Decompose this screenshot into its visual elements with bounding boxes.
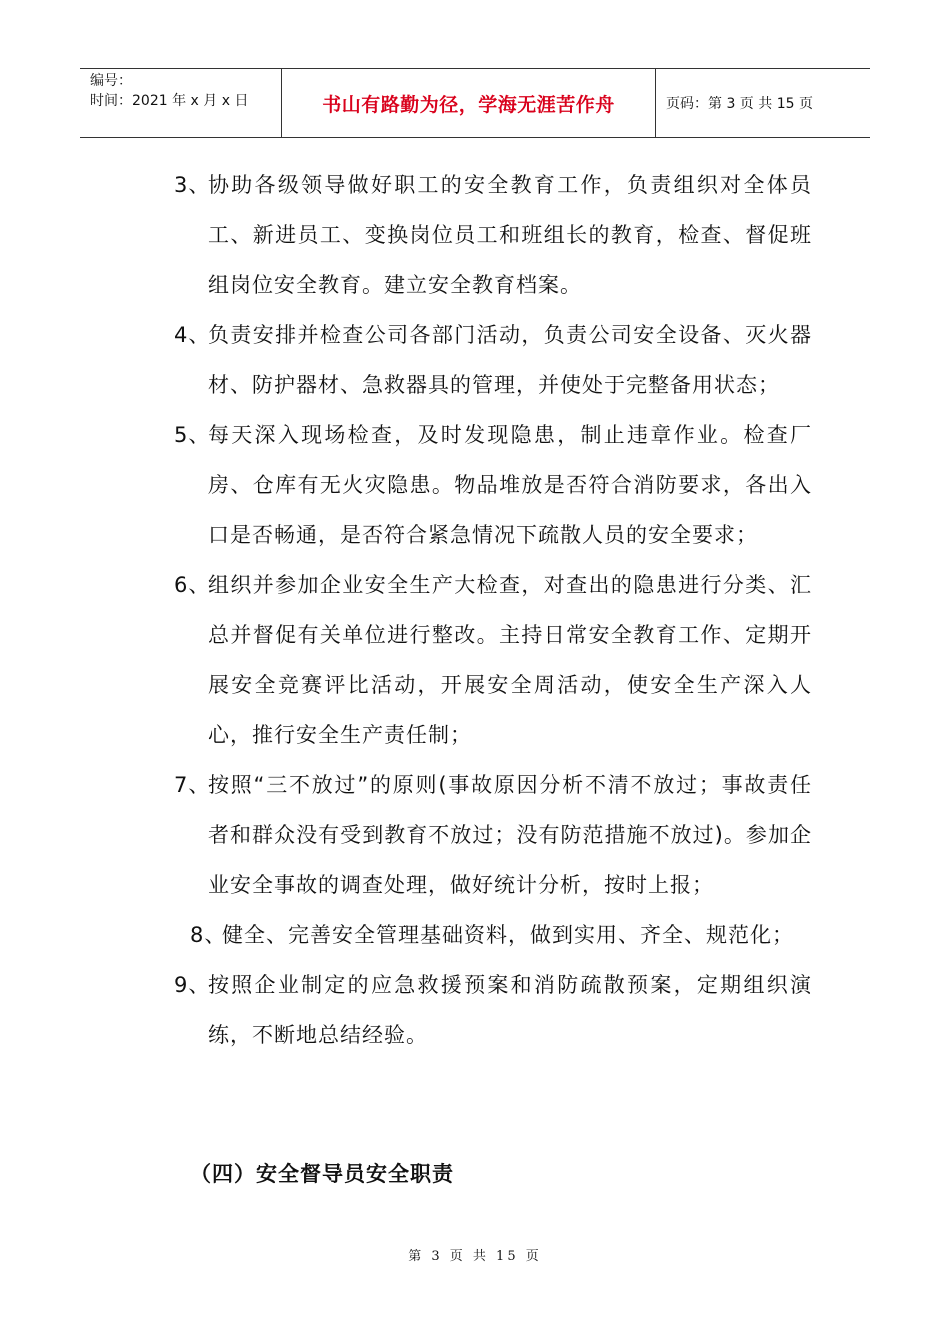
list-item: [0, 160, 950, 310]
list-item-number: 4、: [174, 323, 211, 347]
list-item-text: 健全、完善安全管理基础资料，做到实用、齐全、规范化；: [222, 923, 794, 947]
list-item-number: 5、: [174, 423, 211, 447]
list-item-text: 协助各级领导做好职工的安全教育工作，负责组织对全体员工、新进员工、变换岗位员工和班组长的教育，检查、督促班组岗位安全教育。建立安全教育档案。: [208, 173, 812, 297]
header-page-cell: [656, 69, 870, 137]
list-item-text: 每天深入现场检查，及时发现隐患，制止违章作业。检查厂房、仓库有无火灾隐患。物品堆放是否符合消防要求，各出入口是否畅通，是否符合紧急情况下疏散人员的安全要求；: [208, 423, 812, 547]
list-item: [0, 310, 950, 410]
header-meta-cell: [80, 69, 282, 137]
list-item-number: 9、: [174, 973, 211, 997]
list-item-number: 8、: [190, 923, 227, 947]
document-header: [80, 68, 870, 138]
list-item: [0, 760, 950, 910]
section-heading: （四）安全督导员安全职责: [190, 1162, 454, 1186]
list-item-text: 组织并参加企业安全生产大检查，对查出的隐患进行分类、汇总并督促有关单位进行整改。主持日常安全教育工作、定期开展安全竞赛评比活动，开展安全周活动，使安全生产深入人心，推行安全生产责任制；: [208, 573, 812, 747]
header-motto-cell: [282, 69, 656, 137]
list-item-text: 按照“三不放过”的原则(事故原因分析不清不放过；事故责任者和群众没有受到教育不放过；没有防范措施不放过)。参加企业安全事故的调查处理，做好统计分析，按时上报；: [208, 773, 812, 897]
list-item-text: 负责安排并检查公司各部门活动，负责公司安全设备、灭火器材、防护器材、急救器具的管理，并使处于完整备用状态；: [208, 323, 812, 397]
list-item: [0, 410, 950, 560]
document-body: [0, 160, 950, 1060]
list-item-number: 7、: [174, 773, 211, 797]
header-page-info: 页码：第 3 页 共 15 页: [666, 96, 813, 112]
list-item-text: 按照企业制定的应急救援预案和消防疏散预案，定期组织演练，不断地总结经验。: [208, 973, 812, 1047]
list-item: [0, 560, 950, 760]
header-motto: 书山有路勤为径，学海无涯苦作舟: [322, 93, 615, 116]
list-item: [0, 910, 950, 960]
page-footer: 第 3 页 共 15 页: [408, 1249, 542, 1264]
document-time-label: 时间：2021 年 x 月 x 日: [90, 93, 249, 109]
list-item: [0, 960, 950, 1060]
list-item-number: 6、: [174, 573, 211, 597]
document-number-label: 编号：: [90, 73, 132, 89]
list-item-number: 3、: [174, 173, 211, 197]
